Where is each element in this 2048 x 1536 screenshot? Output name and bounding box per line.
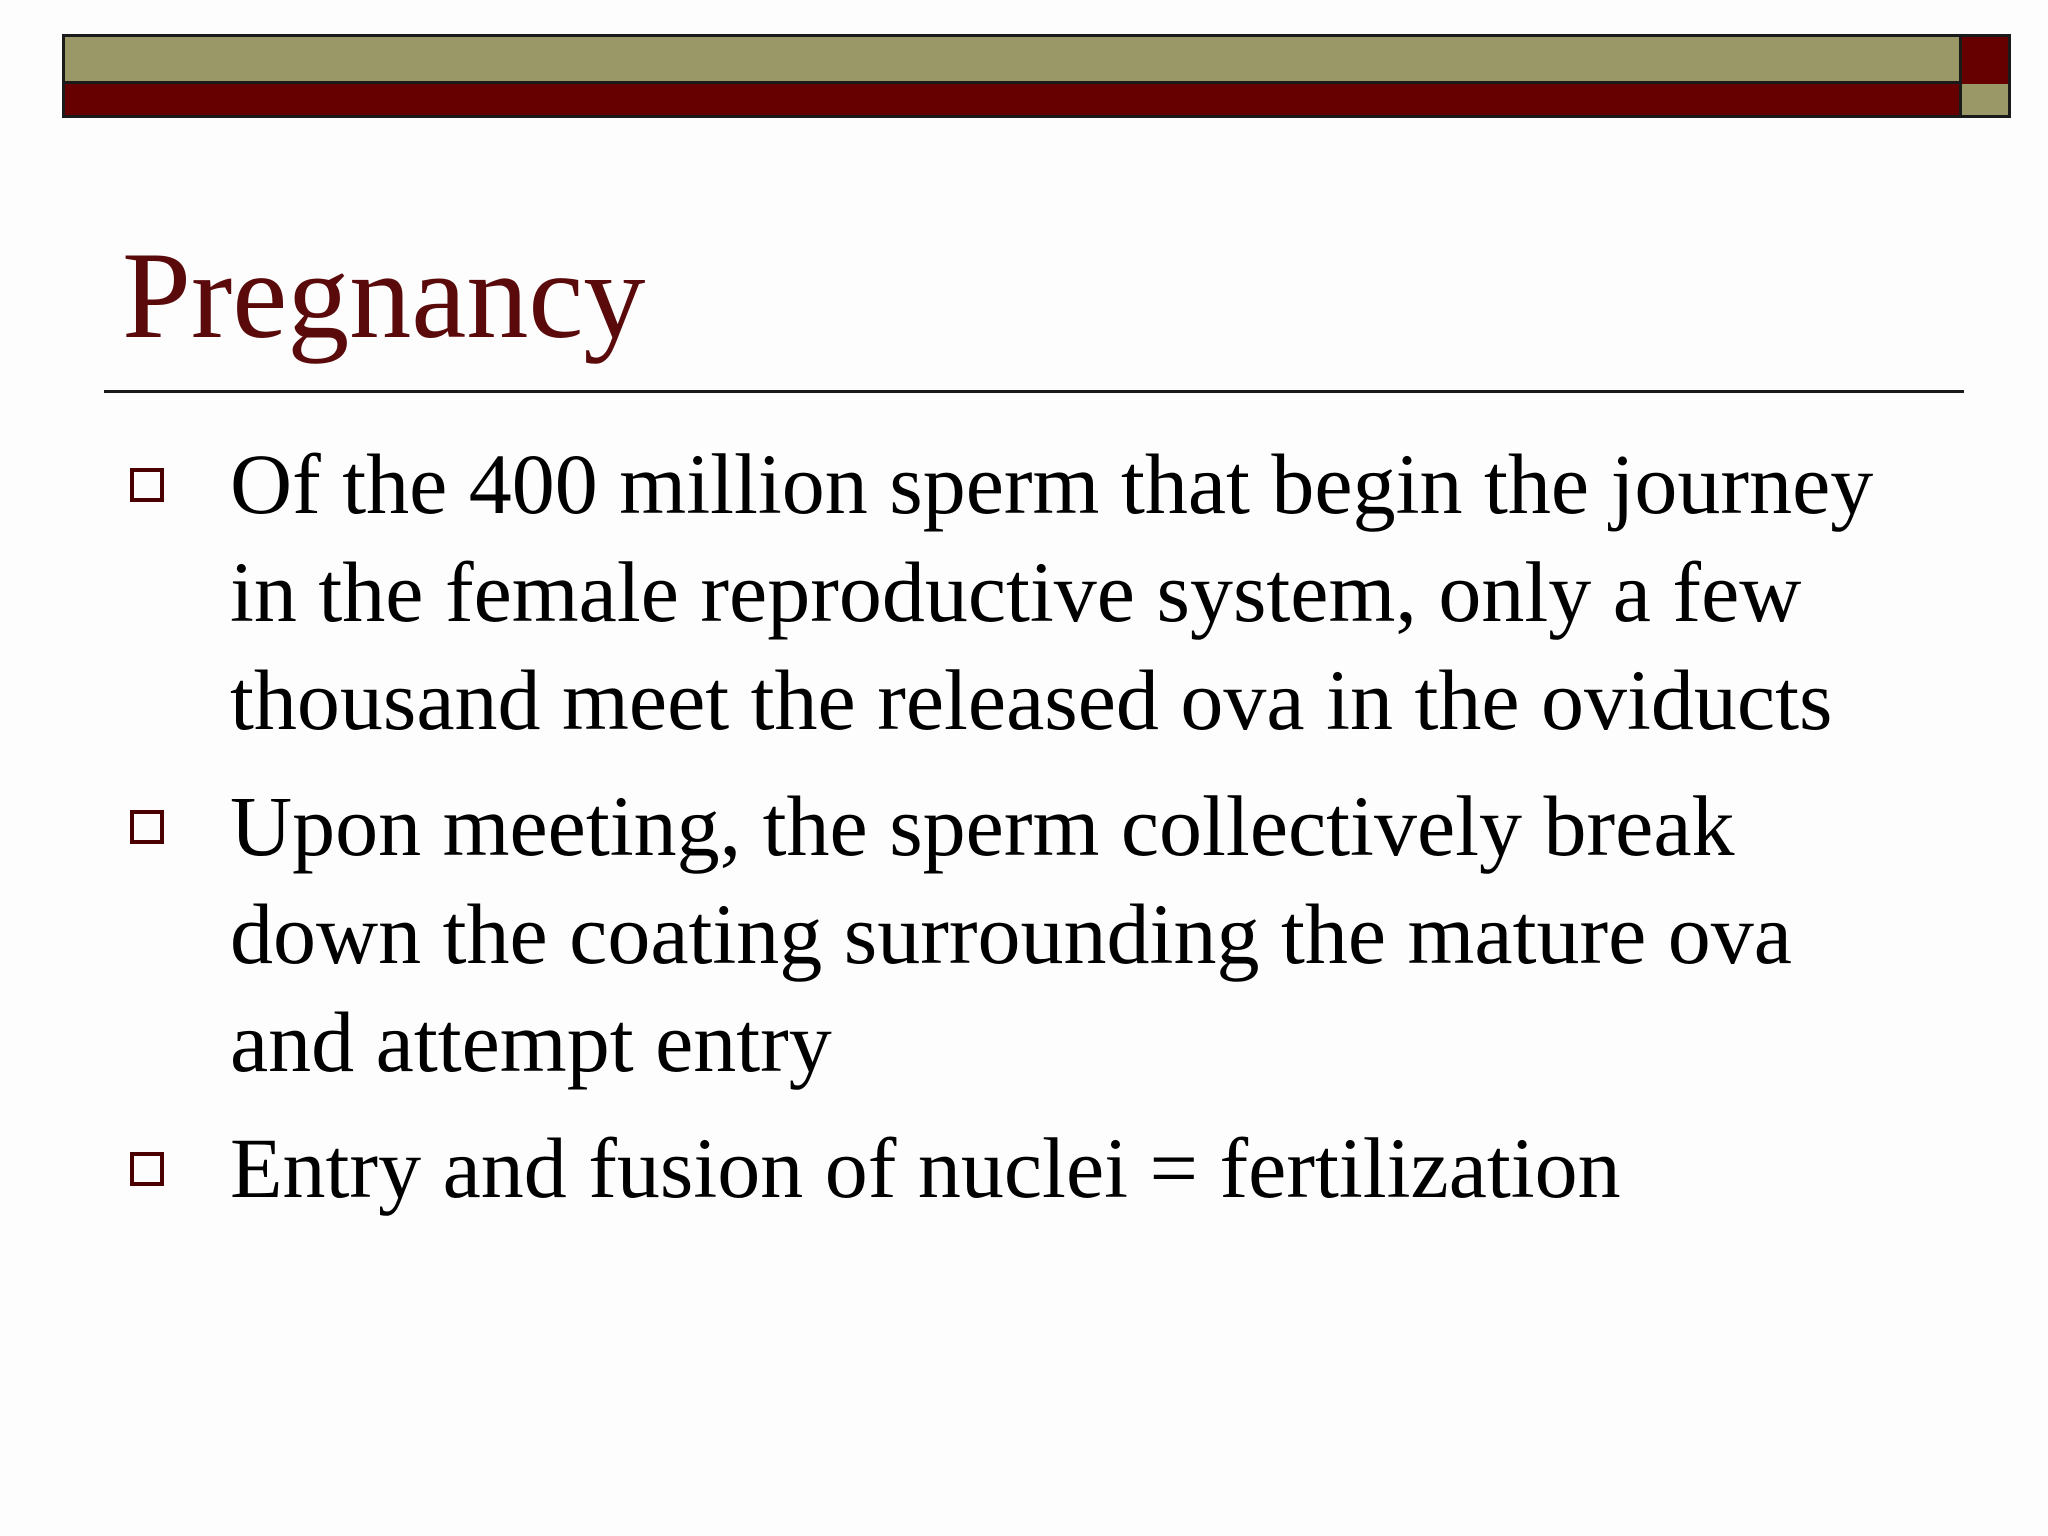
slide-title: Pregnancy	[122, 227, 646, 364]
bullet-item	[130, 430, 1910, 754]
bullet-text: Of the 400 million sperm that begin the journey in the female reproductive system, only a few thousand meet the released ova in the oviducts	[230, 436, 1874, 748]
hollow-square-bullet-icon	[130, 468, 164, 502]
bullet-text: Entry and fusion of nuclei = fertilization	[230, 1120, 1621, 1216]
bullet-item	[130, 772, 1910, 1096]
bullet-list	[130, 430, 1910, 1240]
header-band-olive	[62, 34, 1962, 84]
title-divider	[104, 390, 1964, 393]
header-corner-red-square	[1959, 34, 2011, 87]
bullet-text: Upon meeting, the sperm collectively break down the coating surrounding the mature ova and attempt entry	[230, 778, 1792, 1090]
header-corner-olive-square	[1959, 84, 2011, 118]
bullet-item	[130, 1114, 1910, 1222]
hollow-square-bullet-icon	[130, 1152, 164, 1186]
hollow-square-bullet-icon	[130, 810, 164, 844]
header-band-red	[62, 84, 1962, 118]
